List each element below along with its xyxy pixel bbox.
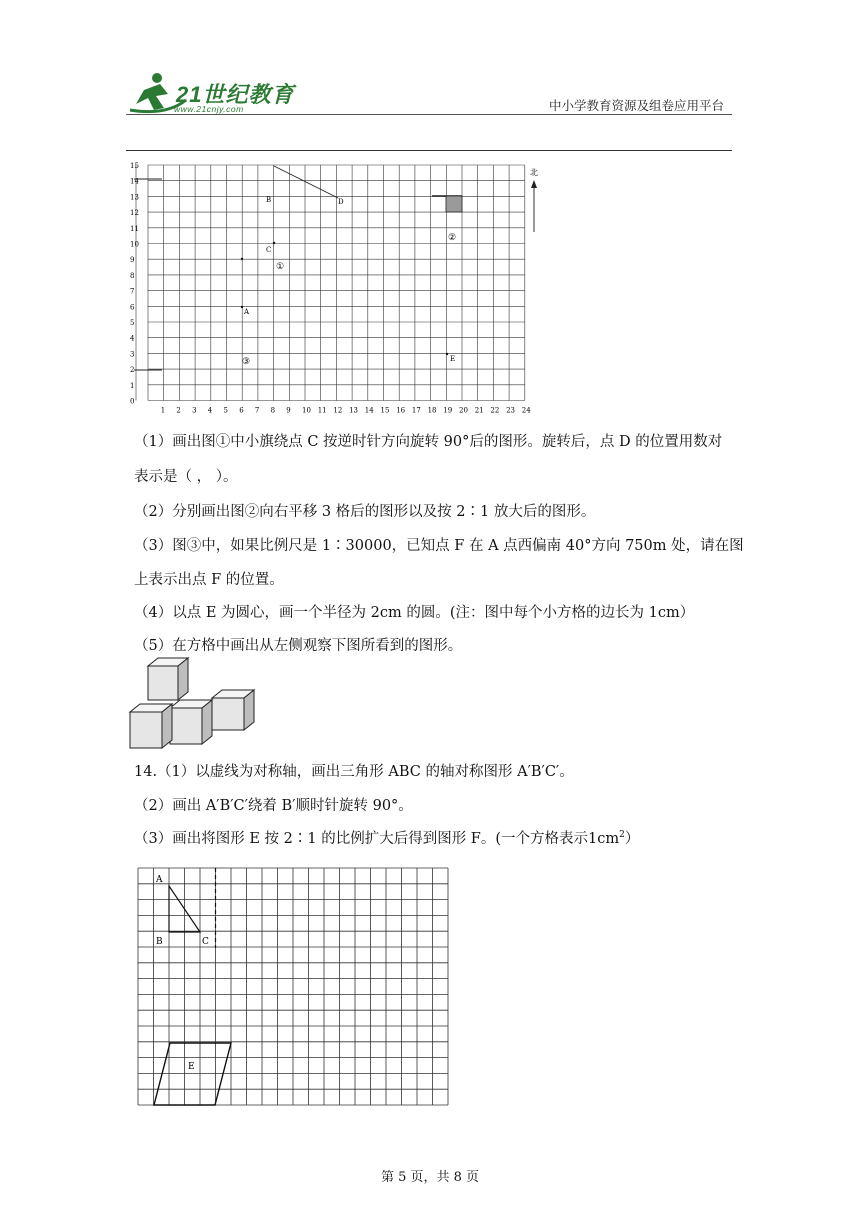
label-e: E xyxy=(188,1062,195,1072)
point-dot xyxy=(241,258,243,260)
grid1-y-tick: 5 xyxy=(130,319,135,327)
grid1-y-tick: 0 xyxy=(130,397,135,406)
label-fig2: ② xyxy=(448,233,457,243)
q13-part1-line1: （1）画出图①中小旗绕点 C 按逆时针方向旋转 90°后的图形。旋转后，点 D 的位置用数对 xyxy=(134,434,723,450)
label-b: B xyxy=(156,937,163,947)
grid1-y-tick: 2 xyxy=(130,366,135,375)
cubes-figure xyxy=(126,656,266,752)
label-fig3: ③ xyxy=(242,357,251,367)
flag-line xyxy=(274,166,338,198)
grid1-y-tick: 8 xyxy=(130,271,135,280)
label-b: B xyxy=(266,196,272,204)
grid1-x-tick: 4 xyxy=(207,406,213,415)
q14-part1: 14.（1）以虚线为对称轴，画出三角形 ABC 的轴对称图形 A′B′C′。 xyxy=(134,764,574,780)
grid1-x-tick: 14 xyxy=(364,406,374,415)
parallelogram-e xyxy=(154,1043,231,1105)
q13-part3-line1: （3）图③中，如果比例尺是 1∶30000，已知点 F 在 A 点西偏南 40°方向 750m 处，请在图 xyxy=(134,538,744,554)
grid1-x-tick: 22 xyxy=(490,406,500,415)
grid1-y-tick: 9 xyxy=(130,256,135,265)
label-a: A xyxy=(244,308,250,316)
grid1-x-tick: 17 xyxy=(411,406,421,415)
grid1-x-tick: 20 xyxy=(459,406,468,415)
grid1-y-tick: 14 xyxy=(130,177,139,186)
grid1-y-tick: 7 xyxy=(130,287,135,296)
grid2-lines xyxy=(138,868,448,1105)
grid1-x-tick: 19 xyxy=(443,406,453,415)
point-a-dot xyxy=(241,306,243,308)
grid1-y-tick: 4 xyxy=(130,334,135,343)
point-e-dot xyxy=(446,353,448,355)
grid1-y-tick: 1 xyxy=(130,381,135,390)
north-arrowhead-icon xyxy=(531,180,537,188)
grid1-lines xyxy=(136,165,525,401)
q14-part3-sup: 2 xyxy=(619,830,625,841)
q13-part3-line2: 上表示出点 F 的位置。 xyxy=(134,572,284,588)
grid1-y-tick: 12 xyxy=(130,209,139,218)
grid1-x-tick: 24 xyxy=(521,406,531,415)
label-a: A xyxy=(156,875,163,885)
q14-part3-end: ） xyxy=(624,831,640,847)
grid1-x-tick: 18 xyxy=(427,406,437,415)
grid1-x-ticks xyxy=(161,407,532,415)
point-c-dot xyxy=(273,242,275,244)
grid1-x-tick: 6 xyxy=(239,406,244,415)
grid1-x-tick: 5 xyxy=(223,406,228,415)
grid1-x-tick: 3 xyxy=(192,406,197,415)
grid1-y-tick: 10 xyxy=(130,240,139,249)
grid1-y-tick: 11 xyxy=(130,224,139,233)
label-c: C xyxy=(266,246,272,254)
grid1-x-tick: 9 xyxy=(286,406,291,415)
q14-part3 xyxy=(134,827,639,848)
grid1-x-tick: 8 xyxy=(270,406,276,415)
q14-part3-text: （3）画出将图形 E 按 2∶1 的比例扩大后得到图形 F。(一个方格表示1cm xyxy=(134,831,620,847)
grid1-x-tick: 15 xyxy=(380,406,390,415)
logo-text: 21世纪教育 xyxy=(176,82,295,107)
q14-part2: （2）画出 A′B′C′绕着 B′顺时针旋转 90°。 xyxy=(134,798,413,814)
grid1-y-ticks xyxy=(130,162,139,406)
grid1-x-tick: 13 xyxy=(349,406,359,415)
coordinate-grid-1 xyxy=(128,160,548,420)
grid1-x-tick: 12 xyxy=(333,406,343,415)
grid1-x-tick: 11 xyxy=(317,406,327,415)
platform-title: 中小学教育资源及组卷应用平台 xyxy=(548,98,724,113)
q13-part4: （4）以点 E 为圆心，画一个半径为 2cm 的圆。(注：图中每个小方格的边长为 1cm） xyxy=(134,605,695,621)
q13-part5: （5）在方格中画出从左侧观察下图所看到的图形。 xyxy=(134,638,463,654)
symmetry-grid xyxy=(136,866,450,1110)
grid1-x-tick: 2 xyxy=(176,406,181,415)
label-e: E xyxy=(450,355,456,363)
grid1-x-tick: 1 xyxy=(160,406,166,415)
content-top-divider xyxy=(126,150,732,151)
header-divider xyxy=(126,114,732,115)
logo-url: www.21cnjy.com xyxy=(174,104,244,114)
label-c: C xyxy=(202,937,209,947)
label-d: D xyxy=(338,198,344,206)
grid1-x-tick: 21 xyxy=(474,406,484,415)
grid1-y-tick: 15 xyxy=(130,162,139,170)
grid1-x-tick: 7 xyxy=(254,406,260,415)
grid1-y-tick: 3 xyxy=(130,350,135,359)
grid1-y-tick: 6 xyxy=(130,303,135,312)
grid1-y-tick: 13 xyxy=(130,193,139,202)
q13-part1-line2: 表示是（ ， ）。 xyxy=(134,469,238,485)
shaded-square xyxy=(446,196,462,212)
grid1-x-tick: 10 xyxy=(302,406,311,415)
north-label: 北 xyxy=(530,168,538,177)
grid1-x-tick: 16 xyxy=(396,406,406,415)
grid1-x-tick: 23 xyxy=(506,406,516,415)
page-footer: 第 5 页，共 8 页 xyxy=(380,1170,480,1185)
q13-part2: （2）分别画出图②向右平移 3 格后的图形以及按 2∶1 放大后的图形。 xyxy=(134,504,596,520)
label-fig1: ① xyxy=(276,262,285,272)
